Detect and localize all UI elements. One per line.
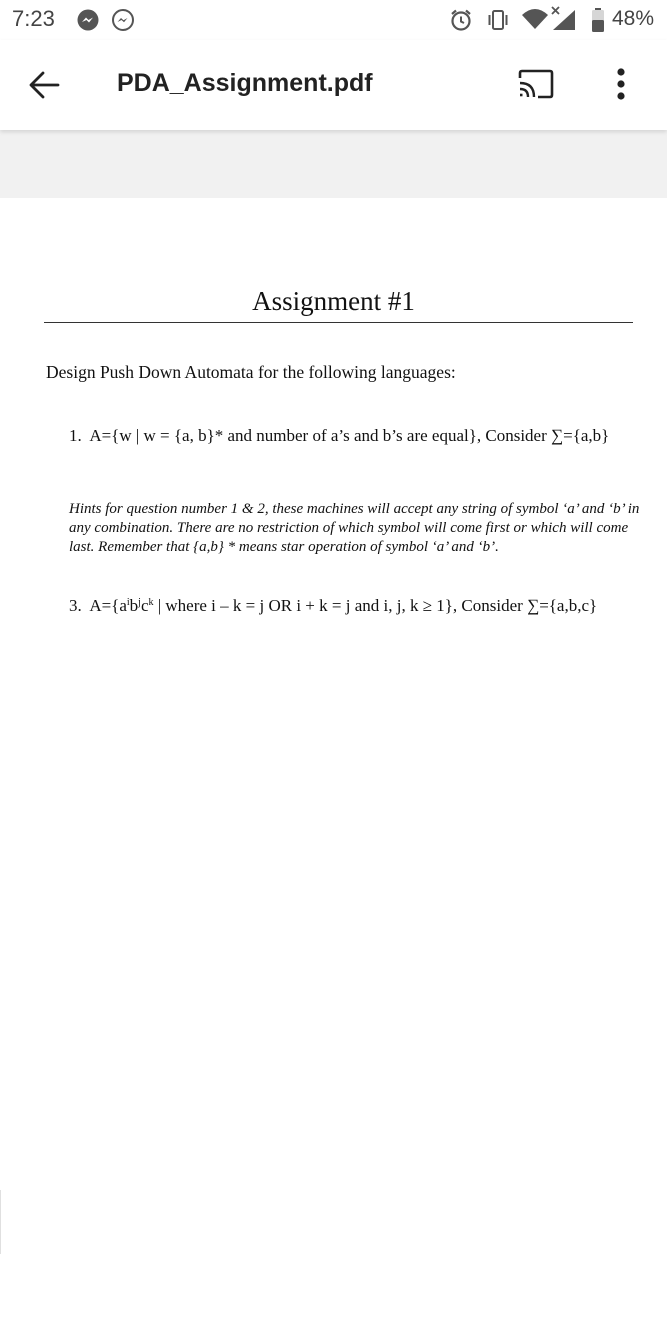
cast-icon: [514, 64, 558, 104]
pdf-page[interactable]: [0, 198, 667, 1258]
question-3-prefix: A={a: [89, 596, 127, 615]
question-3-c: c: [140, 596, 149, 615]
viewer-background: [0, 130, 667, 198]
question-1-text: A={w | w = {a, b}* and number of a’s and b’s are equal}, Consider ∑={a,b}: [89, 426, 610, 445]
wifi-icon: [520, 6, 550, 37]
status-time: 7:23: [12, 6, 55, 31]
arrow-back-icon: [22, 62, 68, 108]
question-1: [69, 426, 609, 446]
page-heading: Assignment #1: [252, 286, 415, 316]
superscript-i: i: [126, 597, 130, 608]
battery-icon: [590, 7, 606, 38]
hint-text: Hints for question number 1 & 2, these machines will accept any string of symbol ‘a’ and ‘b’ in any combination. There are no restriction of which symbol will come first or which will come last. Remember that {a,b} * means star operation of symbol ‘a’ and ‘b’.: [69, 501, 640, 555]
messenger-filled-icon: [76, 8, 100, 37]
question-3: [69, 596, 597, 616]
document-title: PDA_Assignment.pdf: [117, 69, 373, 97]
superscript-k: k: [148, 597, 154, 608]
superscript-j: j: [138, 597, 141, 608]
status-bar: [0, 0, 667, 40]
app-bar: [0, 40, 667, 130]
intro-text: Design Push Down Automata for the following languages:: [46, 362, 456, 382]
cast-button[interactable]: [514, 64, 558, 104]
vibrate-icon: [485, 8, 511, 37]
page-edge: [0, 1190, 1, 1254]
alarm-icon: [448, 7, 474, 38]
messenger-outline-icon: [111, 8, 135, 37]
more-vert-icon: [604, 64, 638, 104]
heading-divider: [44, 322, 633, 323]
back-button[interactable]: [22, 62, 68, 108]
signal-icon: [549, 4, 579, 37]
question-1-number: 1.: [69, 426, 82, 445]
question-3-b: b: [129, 596, 139, 615]
more-options-button[interactable]: [604, 64, 638, 104]
question-3-suffix: | where i – k = j OR i + k = j and i, j, k ≥ 1}, Consider ∑={a,b,c}: [153, 596, 598, 615]
question-3-number: 3.: [69, 596, 82, 615]
battery-percent: 48%: [612, 7, 655, 30]
